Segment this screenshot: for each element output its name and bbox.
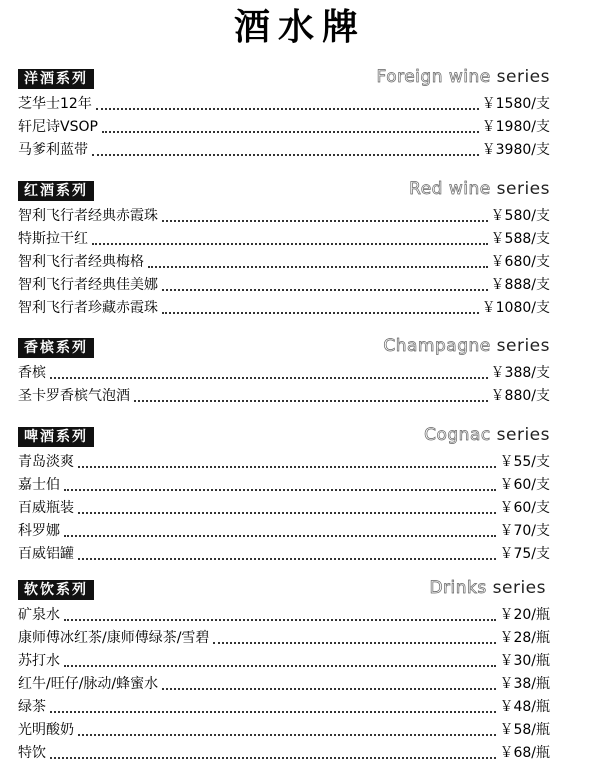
item-name: 康师傅冰红茶/康师傅绿茶/雪碧 <box>18 630 210 646</box>
section-english-light: Red wine <box>409 179 491 199</box>
item-name: 智利飞行者珍藏赤霞珠 <box>18 300 158 316</box>
item-name: 圣卡罗香槟气泡酒 <box>18 388 130 404</box>
section-english-dark: series <box>496 179 550 199</box>
item-price: ￥880/支 <box>490 388 550 404</box>
menu-item <box>18 205 550 228</box>
section-header <box>18 180 550 202</box>
section-english-title <box>377 66 550 88</box>
item-price: ￥20/瓶 <box>499 607 550 623</box>
dot-leader <box>162 312 479 314</box>
item-name: 香槟 <box>18 365 46 381</box>
section-badge: 香槟系列 <box>18 338 94 358</box>
section-header <box>18 579 550 601</box>
menu-item <box>18 604 550 627</box>
dot-leader <box>50 711 496 713</box>
item-name: 科罗娜 <box>18 523 60 539</box>
dot-leader <box>92 243 488 245</box>
menu-item <box>18 116 550 139</box>
section-english-dark: series <box>492 578 546 598</box>
dot-leader <box>50 377 488 379</box>
section-badge: 洋酒系列 <box>18 69 94 89</box>
item-price: ￥38/瓶 <box>499 676 550 692</box>
section-english-light: Champagne <box>383 336 491 356</box>
menu-item <box>18 627 550 650</box>
section-header <box>18 68 550 90</box>
dot-leader <box>64 535 496 537</box>
section-header <box>18 337 550 359</box>
menu-item <box>18 719 550 742</box>
item-name: 马爹利蓝带 <box>18 142 88 158</box>
dot-leader <box>78 466 496 468</box>
item-price: ￥888/支 <box>490 277 550 293</box>
section-english-light: Drinks <box>429 578 487 598</box>
dot-leader <box>64 489 496 491</box>
section-english-light: Cognac <box>424 425 491 445</box>
menu-item <box>18 385 550 408</box>
section-champagne <box>18 337 550 408</box>
item-name: 特饮 <box>18 745 46 761</box>
item-name: 智利飞行者经典赤霞珠 <box>18 208 158 224</box>
item-price: ￥580/支 <box>490 208 550 224</box>
section-english-light: Foreign wine <box>376 67 491 87</box>
item-name: 红牛/旺仔/脉动/蜂蜜水 <box>18 676 159 692</box>
section-english-title <box>429 577 546 599</box>
menu-item <box>18 497 550 520</box>
menu-item <box>18 274 550 297</box>
item-price: ￥30/瓶 <box>499 653 550 669</box>
item-price: ￥48/瓶 <box>499 699 550 715</box>
item-price: ￥588/支 <box>490 231 550 247</box>
dot-leader <box>64 665 496 667</box>
item-price: ￥1980/支 <box>481 119 550 135</box>
item-price: ￥28/瓶 <box>499 630 550 646</box>
item-price: ￥60/支 <box>499 500 550 516</box>
section-english-dark: series <box>496 425 550 445</box>
section-foreign-wine <box>18 68 550 162</box>
dot-leader <box>134 400 488 402</box>
menu-item <box>18 362 550 385</box>
page-title: 酒水牌 <box>233 7 366 48</box>
dot-leader <box>50 757 496 759</box>
item-price: ￥680/支 <box>490 254 550 270</box>
section-badge: 软饮系列 <box>18 580 94 600</box>
item-name: 嘉士伯 <box>18 477 60 493</box>
item-name: 绿茶 <box>18 699 46 715</box>
item-name: 青岛淡爽 <box>18 454 74 470</box>
menu-item <box>18 650 550 673</box>
dot-leader <box>78 734 496 736</box>
item-price: ￥60/支 <box>499 477 550 493</box>
menu-item <box>18 139 550 162</box>
section-english-title <box>424 424 550 446</box>
dot-leader <box>92 154 479 156</box>
menu-item <box>18 251 550 274</box>
item-name: 苏打水 <box>18 653 60 669</box>
menu-item <box>18 742 550 765</box>
item-price: ￥388/支 <box>490 365 550 381</box>
dot-leader <box>213 642 496 644</box>
dot-leader <box>148 266 488 268</box>
item-name: 轩尼诗VSOP <box>18 119 98 135</box>
dot-leader <box>78 558 496 560</box>
dot-leader <box>64 619 496 621</box>
item-price: ￥1580/支 <box>481 96 550 112</box>
item-name: 智利飞行者经典梅格 <box>18 254 144 270</box>
menu-item <box>18 696 550 719</box>
item-name: 百威瓶装 <box>18 500 74 516</box>
item-price: ￥55/支 <box>499 454 550 470</box>
menu-item <box>18 297 550 320</box>
dot-leader <box>162 688 496 690</box>
item-name: 矿泉水 <box>18 607 60 623</box>
section-english-title <box>383 335 550 357</box>
item-price: ￥70/支 <box>499 523 550 539</box>
section-english-dark: series <box>496 67 550 87</box>
section-header <box>18 426 550 448</box>
section-english-dark: series <box>496 336 550 356</box>
section-beer <box>18 426 550 566</box>
section-badge: 红酒系列 <box>18 181 94 201</box>
dot-leader <box>162 220 488 222</box>
item-name: 芝华士12年 <box>18 96 92 112</box>
item-name: 智利飞行者经典佳美娜 <box>18 277 158 293</box>
menu-item <box>18 451 550 474</box>
item-name: 特斯拉干红 <box>18 231 88 247</box>
menu-item <box>18 474 550 497</box>
item-price: ￥68/瓶 <box>499 745 550 761</box>
item-price: ￥75/支 <box>499 546 550 562</box>
menu-item <box>18 93 550 116</box>
item-price: ￥3980/支 <box>481 142 550 158</box>
dot-leader <box>162 289 488 291</box>
item-price: ￥1080/支 <box>481 300 550 316</box>
section-soft-drinks <box>18 579 550 765</box>
dot-leader <box>96 108 479 110</box>
item-price: ￥58/瓶 <box>499 722 550 738</box>
menu-item <box>18 543 550 566</box>
section-red-wine <box>18 180 550 320</box>
item-name: 光明酸奶 <box>18 722 74 738</box>
menu-item <box>18 673 550 696</box>
dot-leader <box>102 131 479 133</box>
menu-item <box>18 520 550 543</box>
menu-item <box>18 228 550 251</box>
dot-leader <box>78 512 496 514</box>
item-name: 百威铝罐 <box>18 546 74 562</box>
section-english-title <box>409 178 550 200</box>
section-badge: 啤酒系列 <box>18 427 94 447</box>
